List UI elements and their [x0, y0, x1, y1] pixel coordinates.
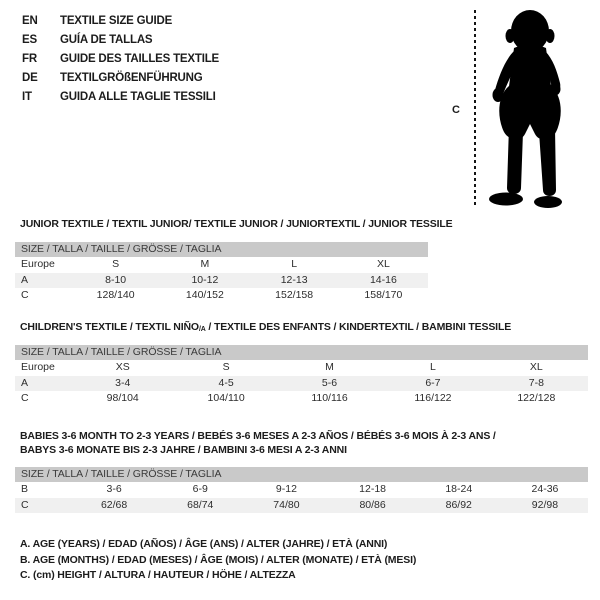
table-cell: 92/98	[531, 498, 559, 511]
language-list	[22, 12, 219, 107]
table-row	[15, 498, 588, 514]
table-cell: 5-6	[321, 376, 338, 389]
size-table-junior	[15, 242, 428, 304]
table-cell: 3-6	[106, 483, 122, 495]
table-cell: XS	[115, 361, 130, 373]
table-cell: 116/122	[414, 392, 452, 404]
table-row	[15, 273, 428, 289]
table-header: SIZE / TALLA / TAILLE / GRÖSSE / TAGLIA	[15, 467, 588, 482]
table-row	[15, 391, 588, 407]
language-row-de	[22, 69, 219, 88]
table-cell: 68/74	[187, 498, 214, 511]
note-height-cm: C. (cm) HEIGHT / ALTURA / HAUTEUR / HÖHE / ALTEZZA	[20, 569, 296, 581]
language-code: ES	[22, 34, 37, 46]
table-cell: 6-7	[425, 376, 441, 389]
table-cell: 9-12	[275, 483, 297, 495]
table-cell: L	[430, 361, 436, 373]
language-code: IT	[22, 91, 32, 103]
table-row	[15, 482, 588, 498]
table-cell: 4-5	[218, 376, 234, 389]
table-cell: 128/140	[96, 289, 135, 301]
row-label: B	[21, 483, 29, 495]
language-label: TEXTILE SIZE GUIDE	[60, 15, 173, 27]
size-table-babies	[15, 467, 588, 513]
table-cell: 24-36	[531, 483, 559, 495]
table-cell: 74/80	[273, 498, 300, 511]
section-title-children	[20, 321, 511, 333]
table-cell: 10-12	[191, 273, 219, 286]
language-row-es	[22, 31, 219, 50]
height-measure-label: C	[452, 104, 460, 116]
row-label: C	[21, 289, 29, 301]
title-text: / TEXTILE DES ENFANTS / KINDERTEXTIL / BAMBINI TESSILE	[205, 321, 512, 333]
table-cell: 80/86	[359, 498, 386, 511]
language-label: GUÍA DE TALLAS	[60, 34, 153, 46]
table-header: SIZE / TALLA / TAILLE / GRÖSSE / TAGLIA	[15, 345, 588, 360]
table-row	[15, 257, 428, 273]
language-code: EN	[22, 15, 38, 27]
row-label: A	[21, 376, 29, 389]
title-text: CHILDREN'S TEXTILE / TEXTIL NIÑO	[20, 321, 199, 333]
row-label: C	[21, 498, 29, 511]
table-cell: 6-9	[192, 483, 208, 495]
title-line-2: BABYS 3-6 MONATE BIS 2-3 JAHRE / BAMBINI 3-6 MESI A 2-3 ANNI	[20, 444, 347, 456]
table-cell: 7-8	[528, 376, 544, 389]
language-code: FR	[22, 53, 37, 65]
table-cell: 140/152	[185, 289, 224, 301]
table-row	[15, 360, 588, 376]
table-cell: S	[222, 361, 230, 373]
table-cell: 18-24	[445, 483, 473, 495]
language-label: GUIDE DES TAILLES TEXTILE	[60, 53, 219, 65]
table-cell: 86/92	[445, 498, 472, 511]
table-cell: 12-13	[280, 273, 308, 286]
table-row	[15, 376, 588, 392]
row-label: A	[21, 273, 29, 286]
table-cell: 62/68	[100, 498, 128, 511]
section-title-babies	[20, 429, 496, 457]
table-cell: 98/104	[106, 392, 139, 404]
table-cell: 3-4	[115, 376, 131, 389]
table-row	[15, 288, 428, 304]
table-cell: 12-18	[359, 483, 387, 495]
table-cell: 158/170	[364, 289, 403, 301]
height-measure-dashed-line	[474, 10, 476, 206]
section-title-junior: JUNIOR TEXTILE / TEXTIL JUNIOR/ TEXTILE JUNIOR / JUNIORTEXTIL / JUNIOR TESSILE	[20, 218, 453, 230]
table-cell: S	[112, 258, 120, 270]
table-cell: 110/116	[311, 392, 348, 404]
row-label: C	[21, 392, 29, 404]
language-row-en	[22, 12, 219, 31]
table-cell: 104/110	[207, 392, 245, 404]
language-label: GUIDA ALLE TAGLIE TESSILI	[60, 91, 216, 103]
language-row-fr	[22, 50, 219, 69]
table-cell: 8-10	[105, 273, 127, 286]
table-cell: M	[325, 361, 334, 373]
title-subscript: /A	[198, 326, 206, 333]
size-table-children	[15, 345, 588, 407]
table-cell: XL	[529, 361, 543, 373]
row-label: Europe	[21, 361, 55, 373]
table-cell: 122/128	[517, 392, 556, 404]
title-line-1: BABIES 3-6 MONTH TO 2-3 YEARS / BEBÉS 3-6 MESES A 2-3 AÑOS / BÉBÉS 3-6 MOIS À 2-3 ANS /	[20, 430, 496, 442]
note-age-months: B. AGE (MONTHS) / EDAD (MESES) / ÂGE (MOIS) / ALTER (MONATE) / ETÀ (MESI)	[20, 553, 417, 566]
table-cell: L	[291, 258, 298, 270]
legend-notes	[20, 537, 416, 584]
language-code: DE	[22, 72, 38, 84]
table-header: SIZE / TALLA / TAILLE / GRÖSSE / TAGLIA	[15, 242, 428, 257]
toddler-silhouette-icon	[484, 6, 580, 210]
table-cell: M	[200, 258, 210, 270]
row-label: Europe	[21, 258, 55, 270]
table-cell: 152/158	[275, 289, 314, 301]
note-age-years: A. AGE (YEARS) / EDAD (AÑOS) / ÂGE (ANS) / ALTER (JAHRE) / ETÀ (ANNI)	[20, 538, 388, 550]
language-row-it	[22, 88, 219, 107]
table-cell: XL	[376, 258, 390, 270]
language-label: TEXTILGRÖßENFÜHRUNG	[60, 72, 203, 84]
table-cell: 14-16	[369, 273, 397, 286]
